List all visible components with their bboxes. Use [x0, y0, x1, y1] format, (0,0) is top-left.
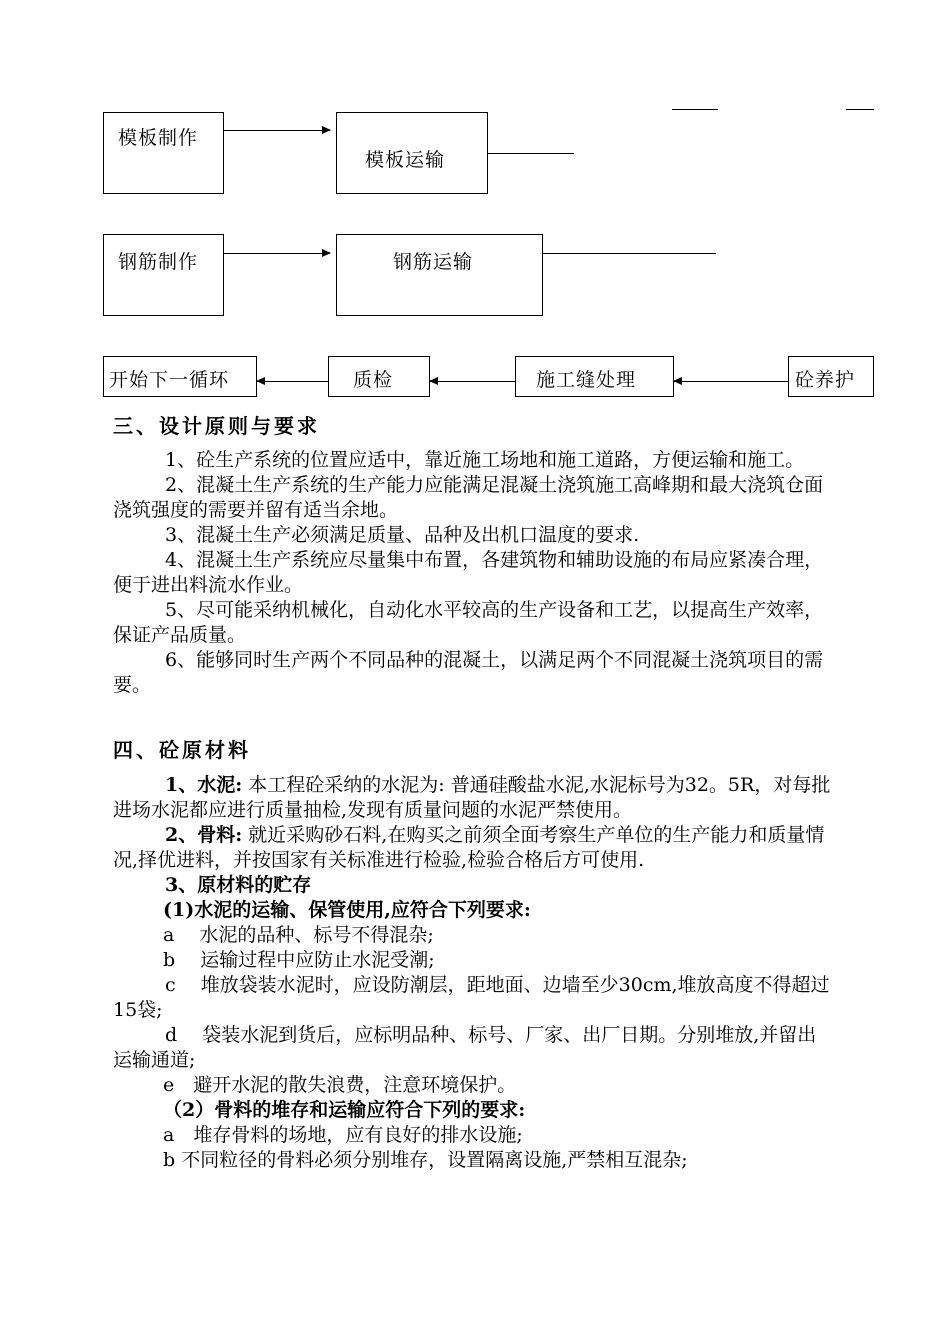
- section-4-body: [113, 773, 833, 1173]
- principle-2: 2、混凝土生产系统的生产能力应能满足混凝土浇筑施工高峰期和最大浇筑仓面浇筑强度的需要并留有适当余地。: [113, 474, 824, 521]
- label-mold-transport: 模板运输: [365, 149, 446, 171]
- arrow-rebar: [224, 253, 330, 254]
- arrow-to-next: [257, 381, 328, 382]
- principle-1: 1、砼生产系统的位置应适中，靠近施工场地和施工道路，方便运输和施工。: [165, 449, 805, 471]
- aggregate-label: 2、骨料:: [165, 824, 243, 846]
- aggregate-req-b: b 不同粒径的骨料必须分别堆存，设置隔离设施,严禁相互混杂;: [163, 1149, 688, 1171]
- box-next-cycle: [103, 356, 257, 397]
- aggregate-req-a: a 堆存骨料的场地，应有良好的排水设施;: [163, 1124, 523, 1146]
- cement-paragraph: [113, 773, 833, 823]
- box-mold-transport: [336, 112, 488, 194]
- cement-req-d: d 袋装水泥到货后，应标明品种、标号、厂家、出厂日期。分别堆放,并留出运输通道;: [113, 1024, 817, 1071]
- section-4-title: 四、砼原材料: [113, 738, 251, 762]
- label-curing: 砼养护: [795, 369, 856, 391]
- aggregate-paragraph: [113, 823, 833, 873]
- top-line-2: [846, 109, 874, 110]
- cement-text: 本工程砼采纳的水泥为: 普通硅酸盐水泥,水泥标号为32。5R，对每批进场水泥都应进行质量抽检,发现有质量问题的水泥严禁使用。: [113, 774, 831, 821]
- section-3-title: 三、设计原则与要求: [113, 414, 320, 438]
- principle-5: 5、尽可能采纳机械化，自动化水平较高的生产设备和工艺，以提高生产效率，保证产品质量。: [113, 599, 824, 646]
- line-rebar-out: [543, 253, 716, 254]
- cement-storage-title: (1)水泥的运输、保管使用,应符合下列要求:: [163, 899, 531, 921]
- box-curing: [788, 356, 874, 397]
- arrow-to-qc: [430, 381, 515, 382]
- section-3-body: [113, 448, 833, 698]
- principle-6: 6、能够同时生产两个不同品种的混凝土，以满足两个不同混凝土浇筑项目的需要。: [113, 649, 824, 696]
- label-rebar-transport: 钢筋运输: [393, 251, 474, 273]
- box-mold-make: [103, 112, 224, 194]
- aggregate-text: 就近采购砂石料,在购买之前须全面考察生产单位的生产能力和质量情况,择优进料，并按国家有关标准进行检验,检验合格后方可使用.: [113, 824, 825, 871]
- box-qc: [328, 356, 430, 397]
- cement-req-b: b 运输过程中应防止水泥受潮;: [163, 949, 435, 971]
- top-line-1: [672, 109, 718, 110]
- label-next-cycle: 开始下一循环: [109, 369, 230, 391]
- label-qc: 质检: [353, 369, 394, 391]
- cement-req-a: a 水泥的品种、标号不得混杂;: [163, 924, 434, 946]
- cement-req-e: e 避开水泥的散失浪费，注意环境保护。: [163, 1074, 517, 1096]
- storage-title: 3、原材料的贮存: [165, 874, 312, 896]
- label-rebar-make: 钢筋制作: [118, 251, 199, 273]
- label-mold-make: 模板制作: [118, 127, 199, 149]
- box-joint: [515, 356, 674, 397]
- principle-3: 3、混凝土生产必须满足质量、品种及出机口温度的要求.: [165, 524, 640, 546]
- box-rebar-make: [103, 234, 224, 316]
- arrow-to-joint: [674, 381, 788, 382]
- label-joint: 施工缝处理: [536, 369, 637, 391]
- principle-4: 4、混凝土生产系统应尽量集中布置，各建筑物和辅助设施的布局应紧凑合理，便于进出料流水作业。: [113, 549, 824, 596]
- arrow-mold: [224, 130, 330, 131]
- cement-req-c: c 堆放袋装水泥时，应设防潮层，距地面、边墙至少30cm,堆放高度不得超过15袋;: [113, 974, 830, 1021]
- box-rebar-transport: [336, 234, 543, 316]
- cement-label: 1、水泥:: [165, 774, 243, 796]
- aggregate-storage-title: （2）骨料的堆存和运输应符合下列的要求:: [163, 1099, 526, 1121]
- line-mold-out: [488, 153, 574, 154]
